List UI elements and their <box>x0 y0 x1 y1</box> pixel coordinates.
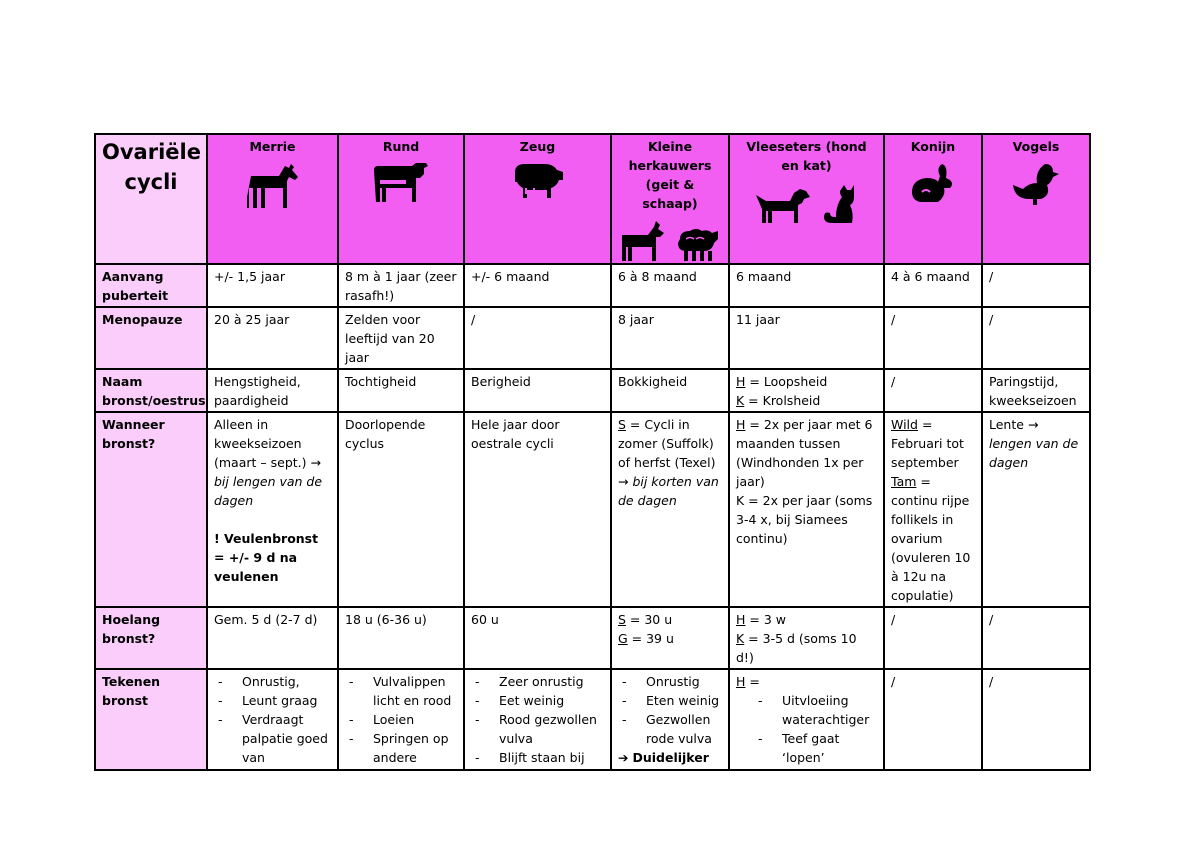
cell-vogels <box>982 412 1090 607</box>
list-item: - Rood gezwollen vulva <box>471 710 604 748</box>
cell-kleine-herkauwers: 8 jaar <box>611 307 729 369</box>
row-label: Menopauze <box>95 307 207 369</box>
arrow-right-icon: → <box>618 474 629 489</box>
list-item: - Zeer onrustig <box>471 672 604 691</box>
cell-konijn <box>884 412 982 607</box>
cell-kleine-herkauwers: Bokkigheid <box>611 369 729 412</box>
text-eq: = <box>745 674 760 689</box>
bird-icon <box>1013 162 1059 206</box>
cell-rund <box>338 669 464 770</box>
col-header-kleine-herkauwers <box>611 134 729 264</box>
cell-zeug: / <box>464 307 611 369</box>
signs-list <box>471 672 604 767</box>
header-row <box>95 134 1090 264</box>
key-h: H <box>736 612 746 627</box>
text-k: K = 2x per jaar (soms 3-4 x, bij Siamees continu) <box>736 493 873 546</box>
cell-vleeseters <box>729 669 884 770</box>
table-title-cell <box>95 134 207 264</box>
list-item: - Loeien <box>345 710 457 729</box>
cow-icon <box>372 162 430 202</box>
cell-vogels: / <box>982 669 1090 770</box>
cell-vogels: / <box>982 307 1090 369</box>
conclusion-text: Duidelijker <box>632 750 709 765</box>
list-item: - Blijft staan bij <box>471 748 604 767</box>
col-header-zeug <box>464 134 611 264</box>
cell-konijn: / <box>884 669 982 770</box>
text-wild: = Februari tot september <box>891 417 964 470</box>
text-tam: = continu rijpe follikels in ovarium (ovuleren 10 à 12u na copulatie) <box>891 474 971 603</box>
col-label: Konijn <box>910 139 956 154</box>
cell-vleeseters <box>729 369 884 412</box>
arrow-right-icon: → <box>1027 417 1039 432</box>
list-item: - Gezwollen rode vulva <box>618 710 722 748</box>
row-label: Naam bronst/oestrus <box>95 369 207 412</box>
key-k: K <box>736 631 745 646</box>
key-k: K <box>736 393 745 408</box>
col-header-vogels <box>982 134 1090 264</box>
col-label: Zeug <box>519 139 556 154</box>
arrow-right-icon: → <box>310 455 321 470</box>
row-menopauze <box>95 307 1090 369</box>
row-naam-bronst <box>95 369 1090 412</box>
signs-list <box>736 691 877 767</box>
cell-konijn: / <box>884 607 982 669</box>
cell-merrie: +/- 1,5 jaar <box>207 264 338 307</box>
goat-icon <box>620 219 666 261</box>
key-g: G <box>618 631 628 646</box>
cell-konijn: 4 à 6 maand <box>884 264 982 307</box>
cell-merrie: Gem. 5 d (2-7 d) <box>207 607 338 669</box>
text-a: Alleen in kweekseizoen (maart – sept.) <box>214 417 311 470</box>
signs-list <box>618 672 722 748</box>
col-header-merrie <box>207 134 338 264</box>
cell-merrie <box>207 669 338 770</box>
cell-kleine-herkauwers: 6 à 8 maand <box>611 264 729 307</box>
cell-vleeseters <box>729 607 884 669</box>
list-item: - Verdraagt palpatie goed van <box>214 710 331 767</box>
cell-zeug: Hele jaar door oestrale cycli <box>464 412 611 607</box>
text-c: ! Veulenbronst = +/- 9 d na veulenen <box>214 531 319 584</box>
row-wanneer-bronst <box>95 412 1090 607</box>
text-k: = Krolsheid <box>744 393 821 408</box>
text-a: Lente <box>989 417 1028 432</box>
rabbit-icon <box>908 162 958 206</box>
cell-kleine-herkauwers <box>611 412 729 607</box>
row-hoelang-bronst <box>95 607 1090 669</box>
row-label: Wanneer bronst? <box>95 412 207 607</box>
key-wild: Wild <box>891 417 918 432</box>
cell-zeug <box>464 669 611 770</box>
cell-merrie <box>207 412 338 607</box>
text-b: bij korten van de dagen <box>618 474 719 508</box>
cell-zeug: 60 u <box>464 607 611 669</box>
row-label: Tekenen bronst <box>95 669 207 770</box>
col-header-rund <box>338 134 464 264</box>
signs-list <box>214 672 331 767</box>
col-label: Vogels <box>1012 139 1060 154</box>
cell-vleeseters: 11 jaar <box>729 307 884 369</box>
pig-icon <box>511 162 565 198</box>
signs-list <box>345 672 457 767</box>
text-a: = Cycli in zomer (Suffolk) of herfst (Texel) <box>618 417 716 470</box>
list-item: - Springen op andere <box>345 729 457 767</box>
list-item: - Onrustig, <box>214 672 331 691</box>
arrow-right-icon: ➔ <box>618 750 629 765</box>
row-tekenen-bronst <box>95 669 1090 770</box>
cell-rund: Tochtigheid <box>338 369 464 412</box>
cell-rund: 8 m à 1 jaar (zeer rasafh!) <box>338 264 464 307</box>
cell-vogels: / <box>982 264 1090 307</box>
list-item: - Eet weinig <box>471 691 604 710</box>
row-aanvang-puberteit <box>95 264 1090 307</box>
col-label: Rund <box>382 139 420 154</box>
key-h: H <box>736 417 746 432</box>
cell-rund: Zelden voor leeftijd van 20 jaar <box>338 307 464 369</box>
text-h: = 2x per jaar met 6 maanden tussen (Windhonden 1x per jaar) <box>736 417 873 489</box>
sheep-icon <box>676 225 720 261</box>
dog-icon <box>756 187 812 223</box>
list-item: - Leunt graag <box>214 691 331 710</box>
table-title: Ovariële cycli <box>102 140 201 194</box>
list-item: - Onrustig <box>618 672 722 691</box>
text-b: lengen van de dagen <box>989 436 1079 470</box>
cell-vogels: / <box>982 607 1090 669</box>
cell-rund: Doorlopende cyclus <box>338 412 464 607</box>
text-h: = 3 w <box>745 612 786 627</box>
cell-zeug: Berigheid <box>464 369 611 412</box>
cell-merrie: Hengstigheid, paardigheid <box>207 369 338 412</box>
cell-rund: 18 u (6-36 u) <box>338 607 464 669</box>
cell-merrie: 20 à 25 jaar <box>207 307 338 369</box>
key-tam: Tam <box>891 474 917 489</box>
cell-vleeseters: 6 maand <box>729 264 884 307</box>
horse-icon <box>247 162 299 208</box>
row-label: Hoelang bronst? <box>95 607 207 669</box>
key-s: S <box>618 612 626 627</box>
cell-konijn: / <box>884 307 982 369</box>
key-s: S <box>618 417 626 432</box>
cell-konijn: / <box>884 369 982 412</box>
cell-kleine-herkauwers <box>611 607 729 669</box>
cell-kleine-herkauwers <box>611 669 729 770</box>
cat-icon <box>822 181 858 223</box>
ovarial-cycles-table <box>94 133 1091 771</box>
list-item: - Vulvalippen licht en rood <box>345 672 457 710</box>
col-label: Kleine herkauwers (geit & schaap) <box>628 139 712 211</box>
list-item: - Eten weinig <box>618 691 722 710</box>
text-b: bij lengen van de dagen <box>214 474 323 508</box>
text-k: = 3-5 d (soms 10 d!) <box>736 631 857 665</box>
row-label: Aanvang puberteit <box>95 264 207 307</box>
text-s: = 30 u <box>625 612 673 627</box>
text-g: = 39 u <box>627 631 674 646</box>
cell-vogels: Paringstijd, kweekseizoen <box>982 369 1090 412</box>
cell-vleeseters <box>729 412 884 607</box>
col-header-vleeseters <box>729 134 884 264</box>
col-label: Vleeseters (hond en kat) <box>746 139 867 173</box>
key-h: H <box>736 374 746 389</box>
list-item: - Uitvloeiing waterachtiger <box>736 691 877 729</box>
col-label: Merrie <box>249 139 296 154</box>
cell-zeug: +/- 6 maand <box>464 264 611 307</box>
key-h: H <box>736 674 746 689</box>
list-item: - Teef gaat ‘lopen’ <box>736 729 877 767</box>
text-h: = Loopsheid <box>745 374 828 389</box>
col-header-konijn <box>884 134 982 264</box>
